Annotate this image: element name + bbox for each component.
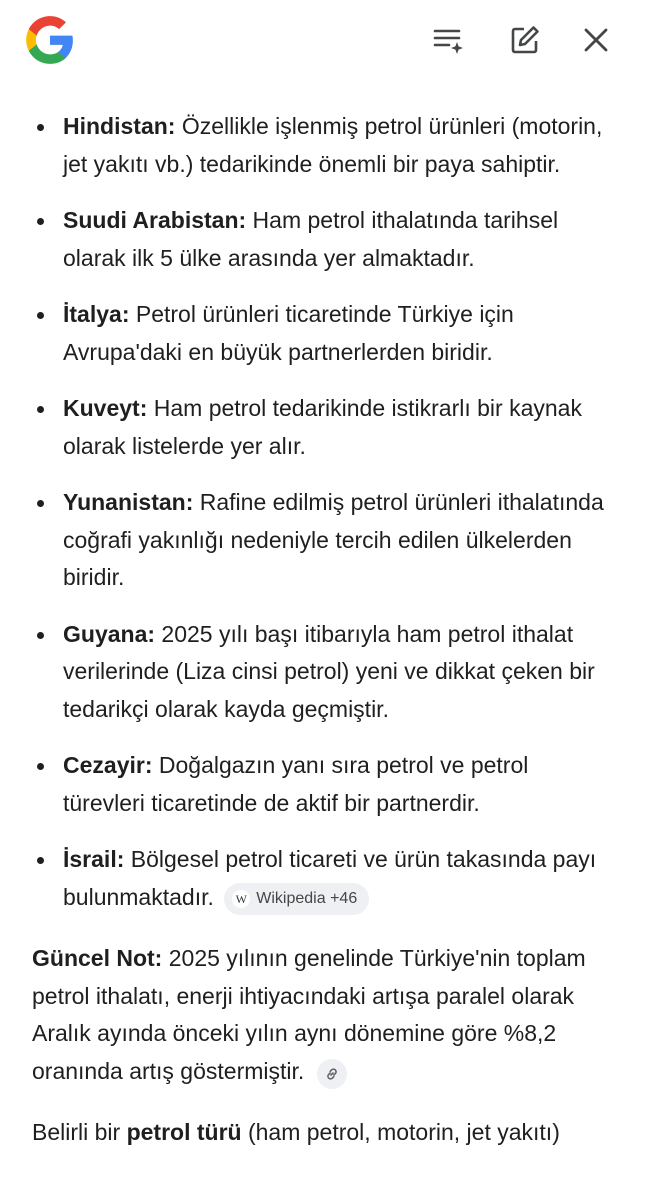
list-item — [32, 841, 616, 916]
item-label: İsrail: — [63, 846, 125, 872]
item-text: Özellikle işlenmiş petrol ürünleri (motorin, jet yakıtı vb.) tedarikinde önemli bir paya sahiptir. — [63, 113, 603, 177]
update-note — [32, 940, 616, 1090]
trailing-prefix: Belirli bir — [32, 1119, 127, 1145]
item-label: Yunanistan: — [63, 489, 194, 515]
note-label: Güncel Not: — [32, 945, 163, 971]
item-label: İtalya: — [63, 301, 130, 327]
edit-icon[interactable] — [505, 20, 545, 60]
source-chip-label: Wikipedia +46 — [256, 889, 358, 907]
source-chip[interactable] — [224, 883, 369, 915]
list-item — [32, 616, 616, 729]
google-g-logo-icon[interactable] — [24, 14, 76, 66]
list-item — [32, 390, 616, 465]
top-bar — [0, 0, 646, 84]
item-label: Cezayir: — [63, 752, 153, 778]
trailing-suffix: (ham petrol, motorin, jet yakıtı) — [241, 1119, 560, 1145]
item-label: Hindistan: — [63, 113, 176, 139]
trailing-bold: petrol türü — [126, 1119, 242, 1145]
list-item — [32, 202, 616, 277]
item-text: Ham petrol tedarikinde istikrarlı bir kaynak olarak listelerde yer alır. — [63, 395, 582, 459]
note-text: 2025 yılının genelinde Türkiye'nin toplam petrol ithalatı, enerji ihtiyacındaki artışa paralel olarak Aralık ayında önceki yılın aynı dönemine göre %8,2 oranında artış göstermiştir. — [32, 945, 586, 1084]
item-text: Bölgesel petrol ticareti ve ürün takasında payı bulunmaktadır. — [63, 846, 597, 910]
answer-content — [32, 108, 616, 1152]
link-icon[interactable] — [317, 1059, 347, 1089]
list-item — [32, 747, 616, 822]
list-item — [32, 296, 616, 371]
filter-sparkle-icon[interactable] — [428, 20, 468, 60]
country-list — [32, 108, 616, 916]
item-label: Suudi Arabistan: — [63, 207, 247, 233]
item-label: Kuveyt: — [63, 395, 148, 421]
item-text: Petrol ürünleri ticaretinde Türkiye için Avrupa'daki en büyük partnerlerden biridir. — [63, 301, 514, 365]
item-text: 2025 yılı başı itibarıyla ham petrol ithalat verilerinde (Liza cinsi petrol) yeni ve dikkat çeken bir tedarikçi olarak kayda geçmiştir. — [63, 620, 595, 722]
list-item — [32, 108, 616, 183]
item-label: Guyana: — [63, 620, 156, 647]
list-item — [32, 484, 616, 597]
item-text: Rafine edilmiş petrol ürünleri ithalatında coğrafi yakınlığı nedeniyle tercih edilen ülkelerden biridir. — [63, 489, 604, 590]
item-text: Ham petrol ithalatında tarihsel olarak ilk 5 ülke arasında yer almaktadır. — [63, 207, 559, 271]
close-icon[interactable] — [576, 20, 616, 60]
wikipedia-icon: W — [232, 890, 250, 908]
trailing-paragraph — [32, 1114, 616, 1152]
item-text: Doğalgazın yanı sıra petrol ve petrol türevleri ticaretinde de aktif bir partnerdir. — [63, 752, 529, 816]
